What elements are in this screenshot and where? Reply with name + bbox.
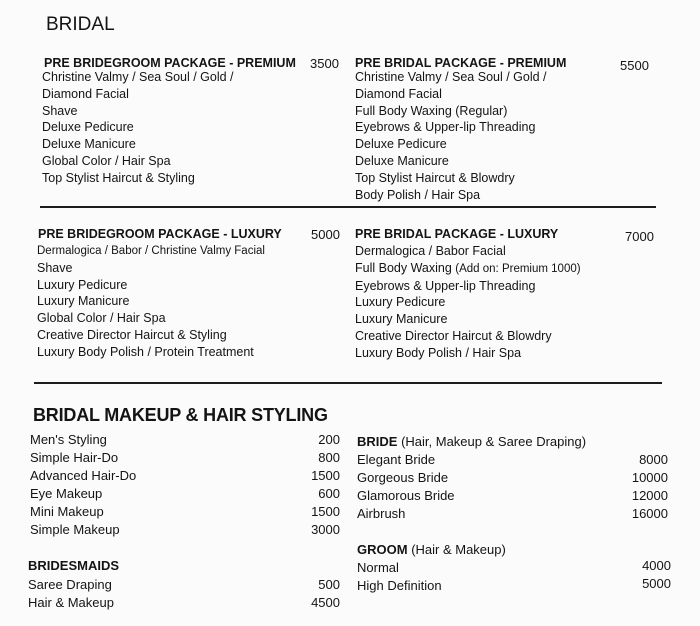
list-item: Simple Makeup: [30, 521, 120, 537]
list-item: Body Polish / Hair Spa: [355, 187, 481, 202]
list-item: Christine Valmy / Sea Soul / Gold /: [355, 70, 547, 84]
price: 1500: [311, 467, 340, 483]
premium-bridal-price: 5500: [620, 58, 649, 73]
list-item: Global Color / Hair Spa: [37, 311, 166, 326]
list-item: Deluxe Manicure: [355, 153, 449, 168]
price: 8000: [639, 452, 668, 467]
price: 16000: [631, 505, 668, 521]
list-item: Deluxe Manicure: [42, 137, 136, 152]
groom-prices: [642, 557, 671, 593]
list-item: Deluxe Pedicure: [42, 120, 134, 135]
luxury-bridal-items: [355, 243, 581, 362]
bride-subtitle: (Hair, Makeup & Saree Draping): [401, 434, 587, 449]
list-item: Airbrush: [357, 505, 406, 521]
luxury-bridegroom-title: PRE BRIDEGROOM PACKAGE - LUXURY: [38, 227, 282, 241]
list-item: Shave: [42, 103, 78, 118]
list-item: Eyebrows & Upper-lip Threading: [355, 278, 536, 293]
list-item: Creative Director Haircut & Styling: [37, 327, 227, 342]
list-item: Luxury Pedicure: [37, 277, 128, 292]
bride-title: BRIDE: [357, 434, 398, 449]
premium-bridegroom-price: 3500: [310, 56, 339, 71]
list-item: Luxury Manicure: [37, 294, 130, 309]
list-item: Eyebrows & Upper-lip Threading: [355, 120, 536, 135]
bride-heading: [357, 433, 586, 451]
list-item: Dermalogica / Babor Facial: [355, 244, 506, 258]
list-item: Gorgeous Bride: [357, 469, 449, 485]
list-item: Advanced Hair-Do: [30, 467, 137, 483]
list-item-label: Full Body Waxing: [355, 260, 452, 275]
list-item: Global Color / Hair Spa: [42, 153, 171, 168]
price: 12000: [631, 487, 668, 503]
list-item: Top Stylist Haircut & Blowdry: [355, 170, 515, 185]
bridesmaids-names: [28, 576, 114, 612]
list-item: Luxury Body Polish / Hair Spa: [355, 345, 522, 360]
makeup-section-title: BRIDAL MAKEUP & HAIR STYLING: [33, 405, 328, 425]
list-item: Simple Hair-Do: [30, 449, 119, 465]
waxing-addon-note: (Add on: Premium 1000): [455, 262, 581, 275]
premium-bridal-items: [355, 69, 547, 203]
price: 500: [318, 577, 340, 592]
divider: [40, 206, 656, 208]
premium-bridegroom-items: [42, 69, 234, 187]
price: 200: [318, 432, 340, 447]
bridesmaids-prices: [311, 576, 340, 612]
price: 4000: [642, 558, 671, 573]
price: 800: [318, 449, 340, 465]
list-item: Luxury Manicure: [355, 312, 448, 327]
list-item: Elegant Bride: [357, 452, 436, 467]
makeup-service-prices: [311, 431, 340, 538]
groom-names: [357, 559, 442, 595]
luxury-bridal-title: PRE BRIDAL PACKAGE - LUXURY: [355, 227, 559, 241]
price: 4500: [311, 594, 340, 610]
price: 10000: [631, 469, 668, 485]
list-item: Glamorous Bride: [357, 487, 455, 503]
list-item: Eye Makeup: [30, 485, 103, 501]
premium-bridal-title: PRE BRIDAL PACKAGE - PREMIUM: [355, 56, 567, 70]
luxury-bridegroom-price: 5000: [311, 227, 340, 242]
page-title: BRIDAL: [46, 14, 115, 35]
price: 3000: [311, 521, 340, 537]
list-item: Christine Valmy / Sea Soul / Gold /: [42, 70, 234, 84]
list-item: Normal: [357, 560, 399, 575]
makeup-service-names: [30, 431, 136, 538]
list-item: Luxury Pedicure: [355, 295, 446, 310]
price: 600: [318, 485, 340, 501]
list-item: Shave: [37, 260, 73, 275]
premium-bridegroom-title: PRE BRIDEGROOM PACKAGE - PREMIUM: [44, 56, 296, 70]
bride-names: [357, 451, 455, 523]
bride-prices: [632, 451, 668, 523]
list-item: Men's Styling: [30, 432, 107, 447]
list-item: Full Body Waxing (Regular): [355, 103, 508, 118]
groom-subtitle: (Hair & Makeup): [411, 542, 506, 557]
groom-heading: [357, 541, 506, 559]
list-item: Deluxe Pedicure: [355, 137, 447, 152]
list-item: Diamond Facial: [355, 86, 442, 101]
list-item: Top Stylist Haircut & Styling: [42, 170, 195, 185]
luxury-bridal-price: 7000: [625, 229, 654, 244]
list-item: Luxury Body Polish / Protein Treatment: [37, 344, 254, 359]
price: 1500: [311, 503, 340, 519]
luxury-bridegroom-items: [37, 243, 265, 361]
divider: [34, 382, 662, 384]
list-item: Hair & Makeup: [28, 594, 114, 610]
groom-title: GROOM: [357, 542, 408, 557]
list-item: Dermalogica / Babor / Christine Valmy Facial: [37, 245, 265, 257]
list-item: Saree Draping: [28, 577, 112, 592]
list-item: Diamond Facial: [42, 86, 129, 101]
list-item: [355, 260, 581, 278]
bridesmaids-title: BRIDESMAIDS: [28, 558, 120, 573]
list-item: Mini Makeup: [30, 503, 104, 519]
list-item: Creative Director Haircut & Blowdry: [355, 328, 552, 343]
list-item: High Definition: [357, 577, 442, 593]
price: 5000: [642, 575, 671, 591]
